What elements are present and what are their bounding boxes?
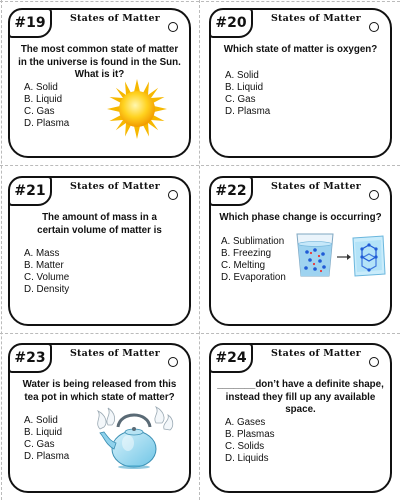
card-number: #20 [209, 8, 253, 38]
option-a: A. Solid [24, 415, 58, 426]
option-a: A. Sublimation [221, 236, 285, 247]
option-a: A. Solid [24, 82, 58, 93]
card-question: The amount of mass in a certain volume of matter is [37, 212, 162, 236]
option-d: D. Plasma [24, 451, 70, 462]
card-question: Which phase change is occurring? [219, 212, 382, 223]
option-b: B. Liquid [24, 94, 63, 105]
option-d: D. Density [24, 284, 70, 295]
answer-options [225, 70, 270, 118]
card-header: States of Matter [70, 181, 160, 192]
card-question: _______don’t have a definite shape, instead they fill up any available space. [217, 379, 384, 415]
task-card-22 [209, 176, 392, 326]
card-header: States of Matter [70, 13, 160, 24]
option-c: C. Gas [24, 106, 55, 117]
task-card-21 [8, 176, 191, 326]
card-number: #24 [209, 343, 253, 373]
cut-line-horizontal-1 [0, 165, 400, 166]
option-c: C. Volume [24, 272, 70, 283]
answer-options [221, 236, 286, 284]
card-question: The most common state of matter in the universe is found in the Sun. What is it? [18, 44, 181, 80]
punch-hole-icon [168, 22, 178, 32]
cut-line-top [0, 1, 400, 2]
option-c: C. Solids [225, 441, 265, 452]
option-d: D. Plasma [24, 118, 70, 129]
punch-hole-icon [369, 22, 379, 32]
card-question: Which state of matter is oxygen? [223, 44, 378, 55]
card-header: States of Matter [271, 181, 361, 192]
option-a: A. Solid [225, 70, 259, 81]
task-card-24 [209, 343, 392, 493]
punch-hole-icon [369, 357, 379, 367]
option-d: D. Evaporation [221, 272, 286, 283]
option-b: B. Plasmas [225, 429, 275, 440]
option-b: B. Liquid [24, 427, 63, 438]
option-a: A. Gases [225, 417, 266, 428]
punch-hole-icon [168, 190, 178, 200]
punch-hole-icon [168, 357, 178, 367]
steaming-teapot-icon [94, 405, 174, 471]
card-number: #19 [8, 8, 52, 38]
card-header: States of Matter [271, 13, 361, 24]
cut-line-horizontal-2 [0, 333, 400, 334]
card-number: #22 [209, 176, 253, 206]
card-number: #23 [8, 343, 52, 373]
option-b: B. Matter [24, 260, 64, 271]
cut-line-left [1, 0, 2, 500]
answer-options [24, 415, 69, 463]
card-header: States of Matter [271, 348, 361, 359]
task-card-20 [209, 8, 392, 158]
option-c: C. Gas [24, 439, 55, 450]
task-card-19 [8, 8, 191, 158]
option-b: B. Liquid [225, 82, 264, 93]
water-to-ice-icon [293, 230, 387, 280]
card-question: Water is being released from this tea pot in which state of matter? [22, 379, 177, 403]
option-c: C. Melting [221, 260, 266, 271]
sun-icon [106, 78, 168, 140]
answer-options [24, 82, 69, 130]
answer-options [225, 417, 275, 465]
option-b: B. Freezing [221, 248, 272, 259]
card-header: States of Matter [70, 348, 160, 359]
option-d: D. Liquids [225, 453, 269, 464]
task-card-23 [8, 343, 191, 493]
option-d: D. Plasma [225, 106, 271, 117]
punch-hole-icon [369, 190, 379, 200]
option-c: C. Gas [225, 94, 256, 105]
answer-options [24, 248, 69, 296]
option-a: A. Mass [24, 248, 60, 259]
card-number: #21 [8, 176, 52, 206]
cut-line-vertical [199, 0, 200, 500]
